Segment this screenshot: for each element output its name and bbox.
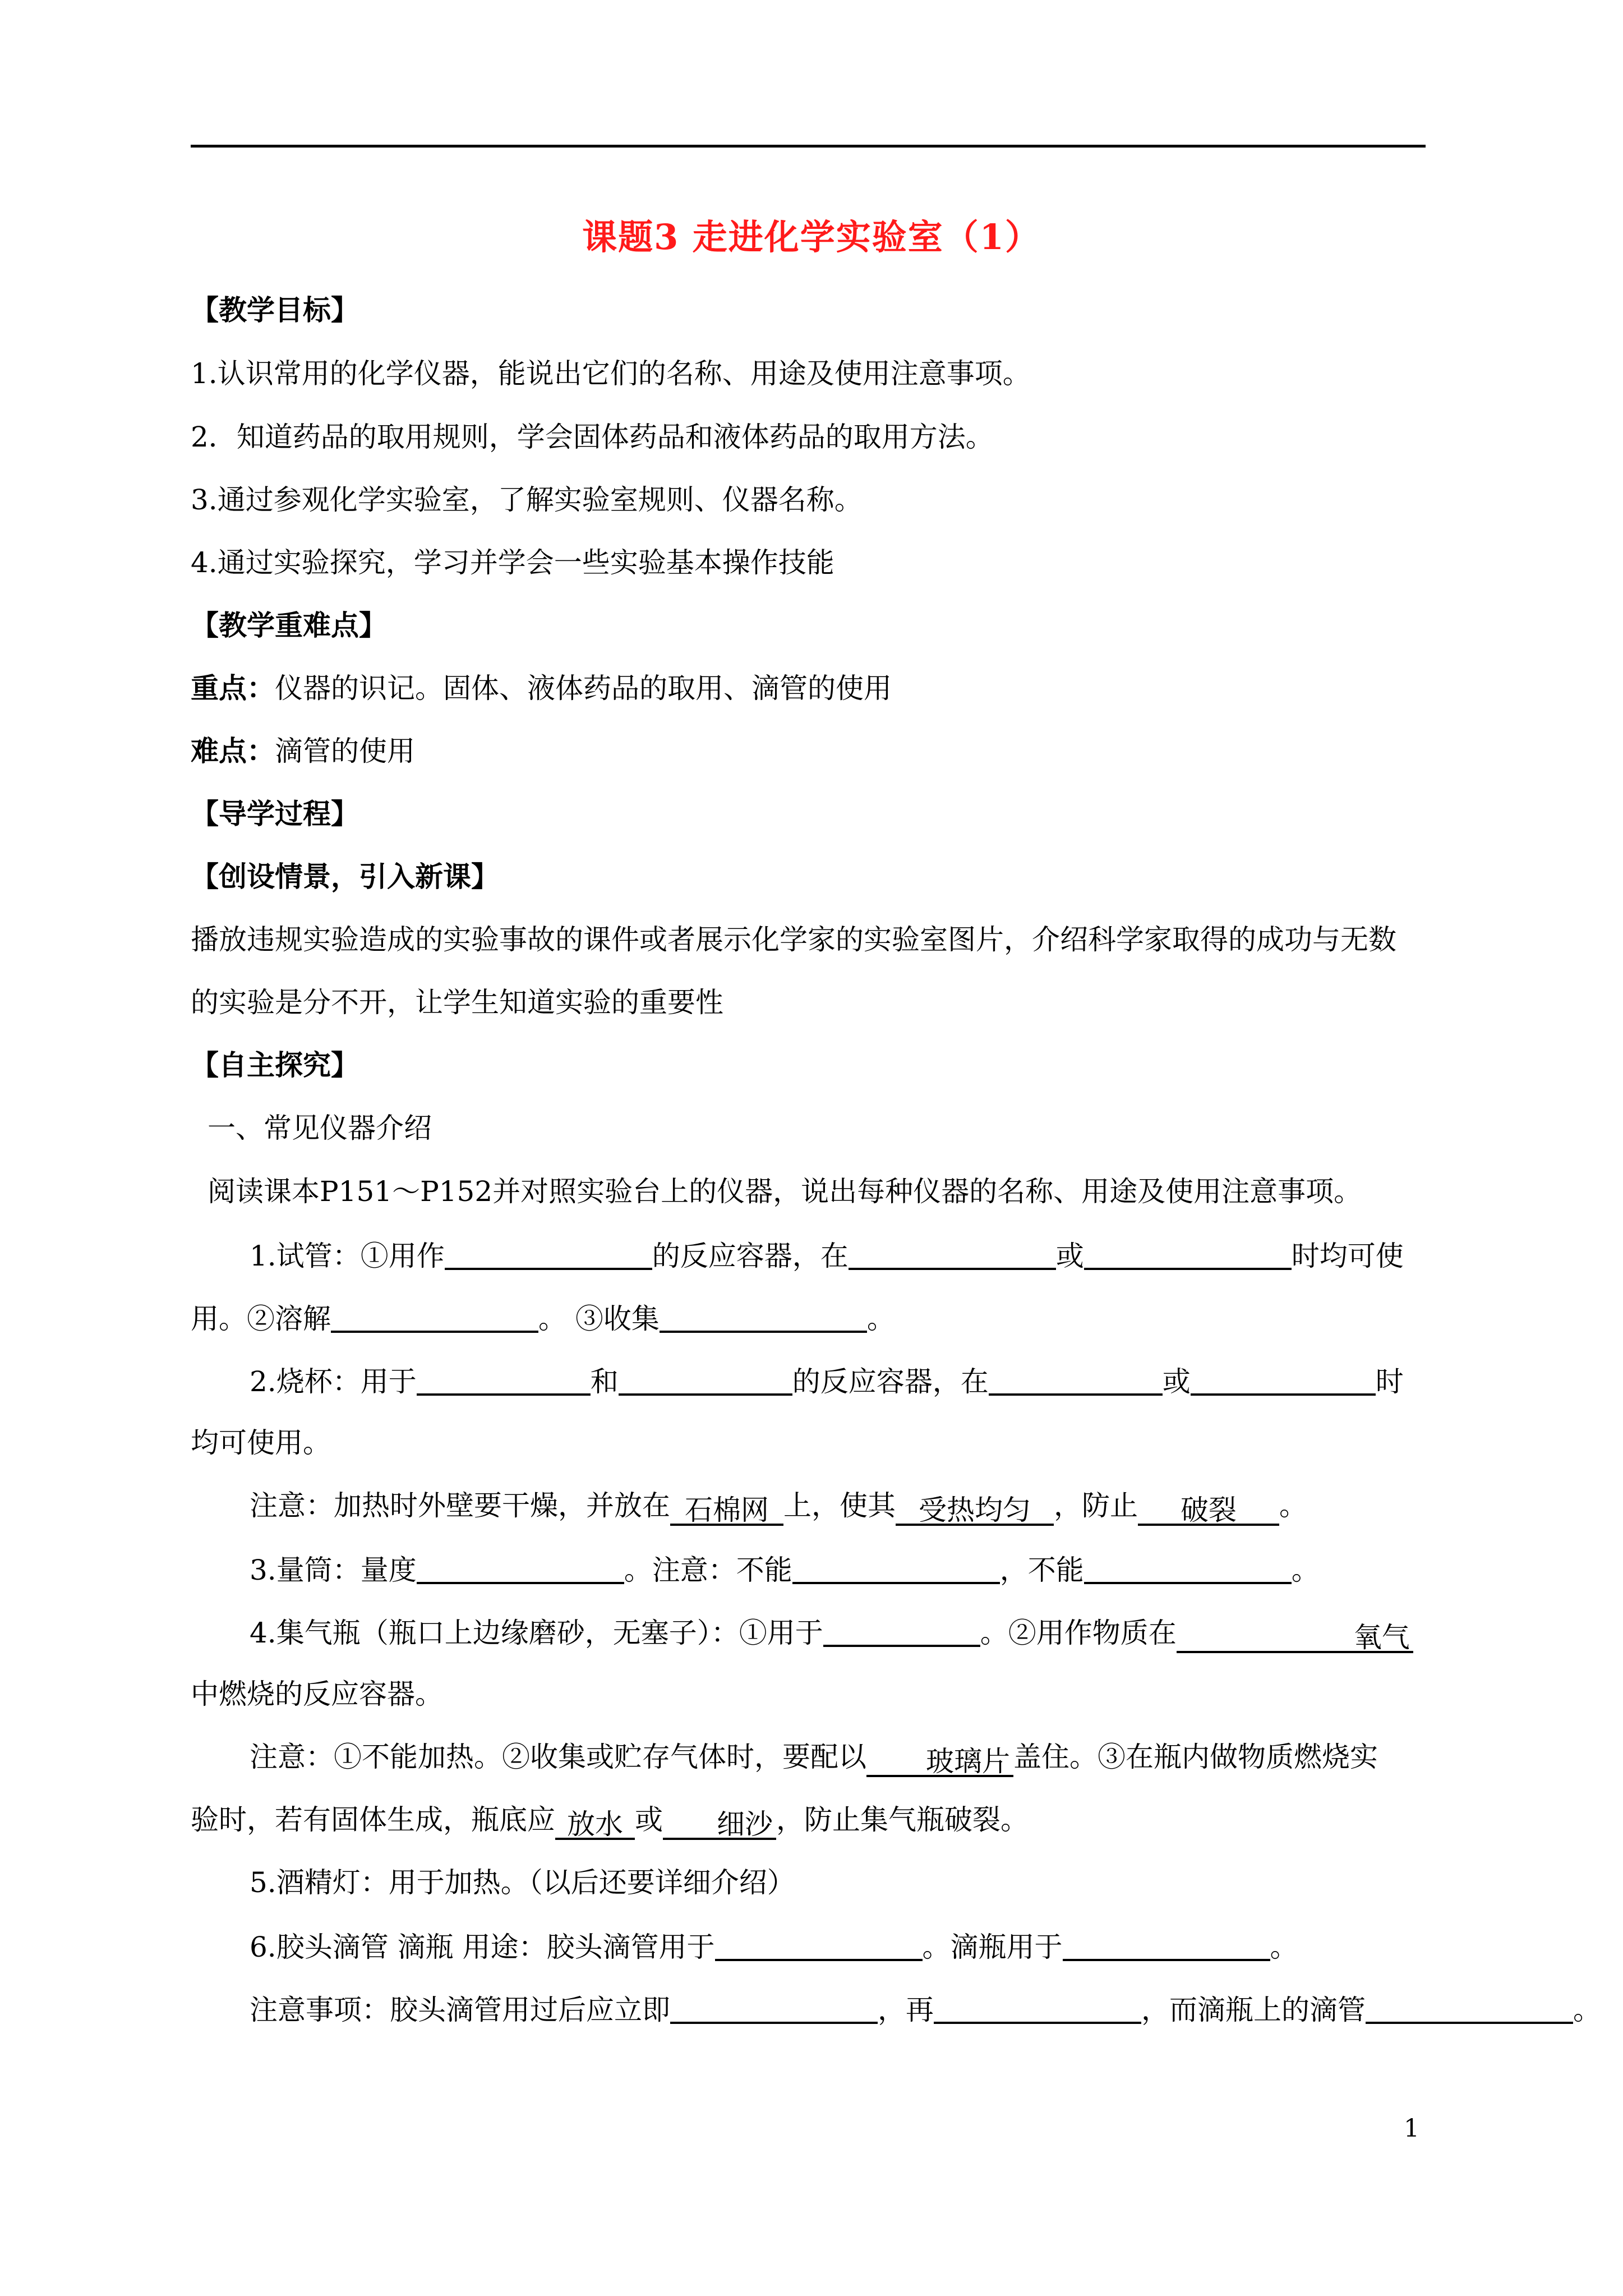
blank[interactable]	[792, 1552, 1000, 1584]
hard-point	[191, 734, 415, 768]
blank[interactable]	[1084, 1552, 1292, 1584]
text: 。	[1573, 1994, 1601, 2026]
text: 。 ③收集	[538, 1303, 660, 1335]
text: 2.烧杯：用于	[250, 1365, 417, 1398]
text: 或	[1162, 1365, 1191, 1398]
part1-title: 一、常见仪器介绍	[208, 1112, 432, 1144]
fill-glass-plate: 玻璃片	[866, 1745, 1013, 1777]
goal-1: 1.认识常用的化学仪器，能说出它们的名称、用途及使用注意事项。	[191, 357, 1031, 390]
goal-2: 2．知道药品的取用规则，学会固体药品和液体药品的取用方法。	[191, 421, 994, 453]
blank[interactable]	[1063, 1929, 1270, 1961]
blank[interactable]	[934, 1991, 1141, 2024]
text: ，而滴瓶上的滴管	[1141, 1994, 1366, 2026]
blank[interactable]	[619, 1363, 792, 1396]
text: 。滴瓶用于	[922, 1931, 1063, 1963]
text: 1.试管：①用作	[250, 1240, 445, 1272]
text: ，不能	[999, 1554, 1084, 1586]
process-heading: 【导学过程】	[191, 797, 359, 830]
text: 注意事项：胶头滴管用过后应立即	[250, 1994, 670, 2026]
text: ，再	[878, 1994, 934, 2026]
intro-line-1: 播放违规实验造成的实验事故的课件或者展示化学家的实验室图片，介绍科学家取得的成功与无数	[191, 923, 1396, 956]
text: 。	[1270, 1931, 1298, 1963]
fill-sand: 细沙	[663, 1807, 776, 1840]
header-rule	[191, 145, 1426, 148]
goal-4: 4.通过实验探究，学习并学会一些实验基本操作技能	[191, 546, 834, 579]
text: 的反应容器，在	[652, 1240, 849, 1272]
key-text: 仪器的识记。固体、液体药品的取用、滴管的使用	[275, 672, 892, 705]
key-point	[191, 671, 892, 705]
text: 或	[635, 1803, 663, 1836]
note-dropper	[250, 1991, 1601, 2027]
text: 时	[1375, 1365, 1404, 1398]
blank[interactable]	[417, 1552, 624, 1584]
key-label: 重点：	[191, 671, 275, 705]
text: 和	[590, 1365, 619, 1398]
text: 。②用作物质在	[980, 1617, 1177, 1649]
item-dropper	[250, 1929, 1298, 1964]
text: 或	[1055, 1240, 1084, 1272]
text: 时均可使	[1291, 1240, 1404, 1272]
blank[interactable]	[849, 1237, 1056, 1270]
difficulty-heading: 【教学重难点】	[191, 609, 387, 642]
blank[interactable]	[417, 1363, 591, 1396]
fill-asbestos-net: 石棉网	[670, 1493, 783, 1526]
text: 用。②溶解	[191, 1303, 331, 1335]
fill-crack: 破裂	[1138, 1493, 1279, 1526]
item-gas-bottle	[250, 1614, 1413, 1653]
goals-heading: 【教学目标】	[191, 293, 359, 326]
fill-oxygen: 氧气	[1177, 1621, 1413, 1653]
blank[interactable]	[670, 1991, 878, 2024]
hard-text: 滴管的使用	[275, 735, 415, 767]
item-beaker-cont: 均可使用。	[191, 1427, 331, 1459]
blank[interactable]	[989, 1363, 1163, 1396]
blank[interactable]	[331, 1300, 538, 1333]
note-gas-bottle-cont	[191, 1803, 1029, 1840]
text: 6.胶头滴管 滴瓶 用途：胶头滴管用于	[250, 1931, 715, 1963]
blank[interactable]	[715, 1929, 923, 1961]
item-beaker	[250, 1363, 1404, 1398]
item-alcohol-lamp: 5.酒精灯：用于加热。（以后还要详细介绍）	[250, 1866, 795, 1899]
item-test-tube-cont	[191, 1300, 895, 1336]
text: 上，使其	[783, 1489, 896, 1522]
blank[interactable]	[445, 1237, 652, 1270]
hard-label: 难点：	[191, 734, 275, 767]
fill-even-heating: 受热均匀	[896, 1493, 1054, 1526]
text: 。	[866, 1303, 895, 1335]
text: ，防止	[1054, 1489, 1138, 1522]
blank[interactable]	[823, 1614, 980, 1647]
lesson-title: 课题3 走进化学实验室（1）	[582, 217, 1041, 257]
text: 的反应容器，在	[792, 1365, 989, 1398]
text: 注意：①不能加热。②收集或贮存气体时，要配以	[250, 1741, 866, 1773]
blank[interactable]	[1366, 1991, 1573, 2024]
text: 验时，若有固体生成，瓶底应	[191, 1803, 555, 1836]
item-gas-bottle-cont: 中燃烧的反应容器。	[191, 1678, 443, 1710]
blank[interactable]	[1084, 1237, 1292, 1270]
text: 注意：加热时外壁要干燥，并放在	[250, 1489, 670, 1522]
page-number: 1	[1404, 2114, 1419, 2143]
intro-line-2: 的实验是分不开，让学生知道实验的重要性	[191, 986, 723, 1019]
item-cylinder	[250, 1552, 1320, 1587]
note-beaker	[250, 1489, 1307, 1526]
goal-3: 3.通过参观化学实验室，了解实验室规则、仪器名称。	[191, 484, 863, 516]
text: 4.集气瓶（瓶口上边缘磨砂，无塞子）：①用于	[250, 1617, 823, 1649]
fill-water: 放水	[555, 1807, 635, 1840]
text: 。	[1279, 1489, 1307, 1522]
intro-heading: 【创设情景，引入新课】	[191, 860, 499, 893]
text: 。注意：不能	[624, 1554, 792, 1586]
explore-heading: 【自主探究】	[191, 1048, 359, 1082]
part1-intro: 阅读课本P151～P152并对照实验台上的仪器，说出每种仪器的名称、用途及使用注意事项。	[208, 1175, 1362, 1208]
blank[interactable]	[1191, 1363, 1376, 1396]
text: 盖住。③在瓶内做物质燃烧实	[1013, 1741, 1378, 1773]
blank[interactable]	[660, 1300, 867, 1333]
text: 3.量筒：量度	[250, 1554, 417, 1586]
text: ，防止集气瓶破裂。	[776, 1803, 1029, 1836]
item-test-tube	[250, 1237, 1404, 1273]
note-gas-bottle	[250, 1740, 1378, 1777]
text: 。	[1291, 1554, 1320, 1586]
